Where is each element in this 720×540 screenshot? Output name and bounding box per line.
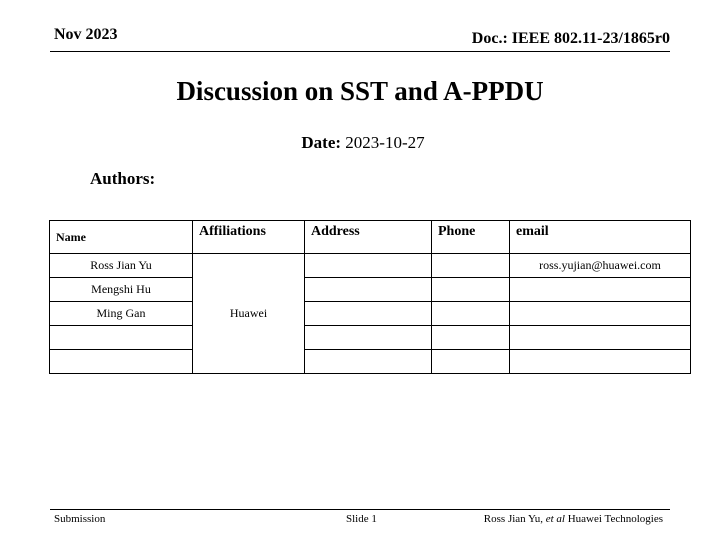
header-name: Name <box>50 221 193 254</box>
footer-slide-number: Slide 1 <box>346 513 377 525</box>
cell-name: Ross Jian Yu <box>50 254 193 278</box>
header-phone: Phone <box>432 221 510 254</box>
footer-org: Huawei Technologies <box>567 513 663 525</box>
footer-author-name: Ross Jian Yu, <box>483 513 543 525</box>
authors-table <box>49 220 691 374</box>
table-row <box>50 278 691 302</box>
cell-phone <box>432 254 510 278</box>
footer-et-al: et al <box>545 513 565 525</box>
cell-email <box>510 326 691 350</box>
header-divider <box>50 51 670 52</box>
slide-title: Discussion on SST and A-PPDU <box>176 76 544 106</box>
cell-phone <box>432 278 510 302</box>
cell-address <box>305 302 432 326</box>
table-row <box>50 326 691 350</box>
cell-name <box>50 350 193 374</box>
cell-name: Ming Gan <box>50 302 193 326</box>
date-label: Date: <box>301 133 342 152</box>
date-line <box>0 133 720 153</box>
footer-divider <box>50 509 670 510</box>
header-date: Nov 2023 <box>54 26 118 43</box>
table-row <box>50 302 691 326</box>
footer-submission: Submission <box>54 513 106 525</box>
cell-phone <box>432 350 510 374</box>
cell-affiliation: Huawei <box>193 254 305 374</box>
cell-email: ross.yujian@huawei.com <box>510 254 691 278</box>
cell-address <box>305 254 432 278</box>
header-doc-id: Doc.: IEEE 802.11-23/1865r0 <box>471 30 670 47</box>
table-header-row <box>50 221 691 254</box>
table-row <box>50 254 691 278</box>
cell-name: Mengshi Hu <box>50 278 193 302</box>
header-affiliations: Affiliations <box>193 221 305 254</box>
cell-address <box>305 350 432 374</box>
cell-address <box>305 326 432 350</box>
cell-email <box>510 350 691 374</box>
date-value: 2023-10-27 <box>345 133 425 152</box>
cell-email <box>510 278 691 302</box>
table-row <box>50 350 691 374</box>
cell-address <box>305 278 432 302</box>
authors-label: Authors: <box>90 169 156 188</box>
header-address: Address <box>305 221 432 254</box>
cell-phone <box>432 302 510 326</box>
cell-email <box>510 302 691 326</box>
cell-name <box>50 326 193 350</box>
cell-phone <box>432 326 510 350</box>
footer-author <box>484 513 663 525</box>
header-email: email <box>510 221 691 254</box>
